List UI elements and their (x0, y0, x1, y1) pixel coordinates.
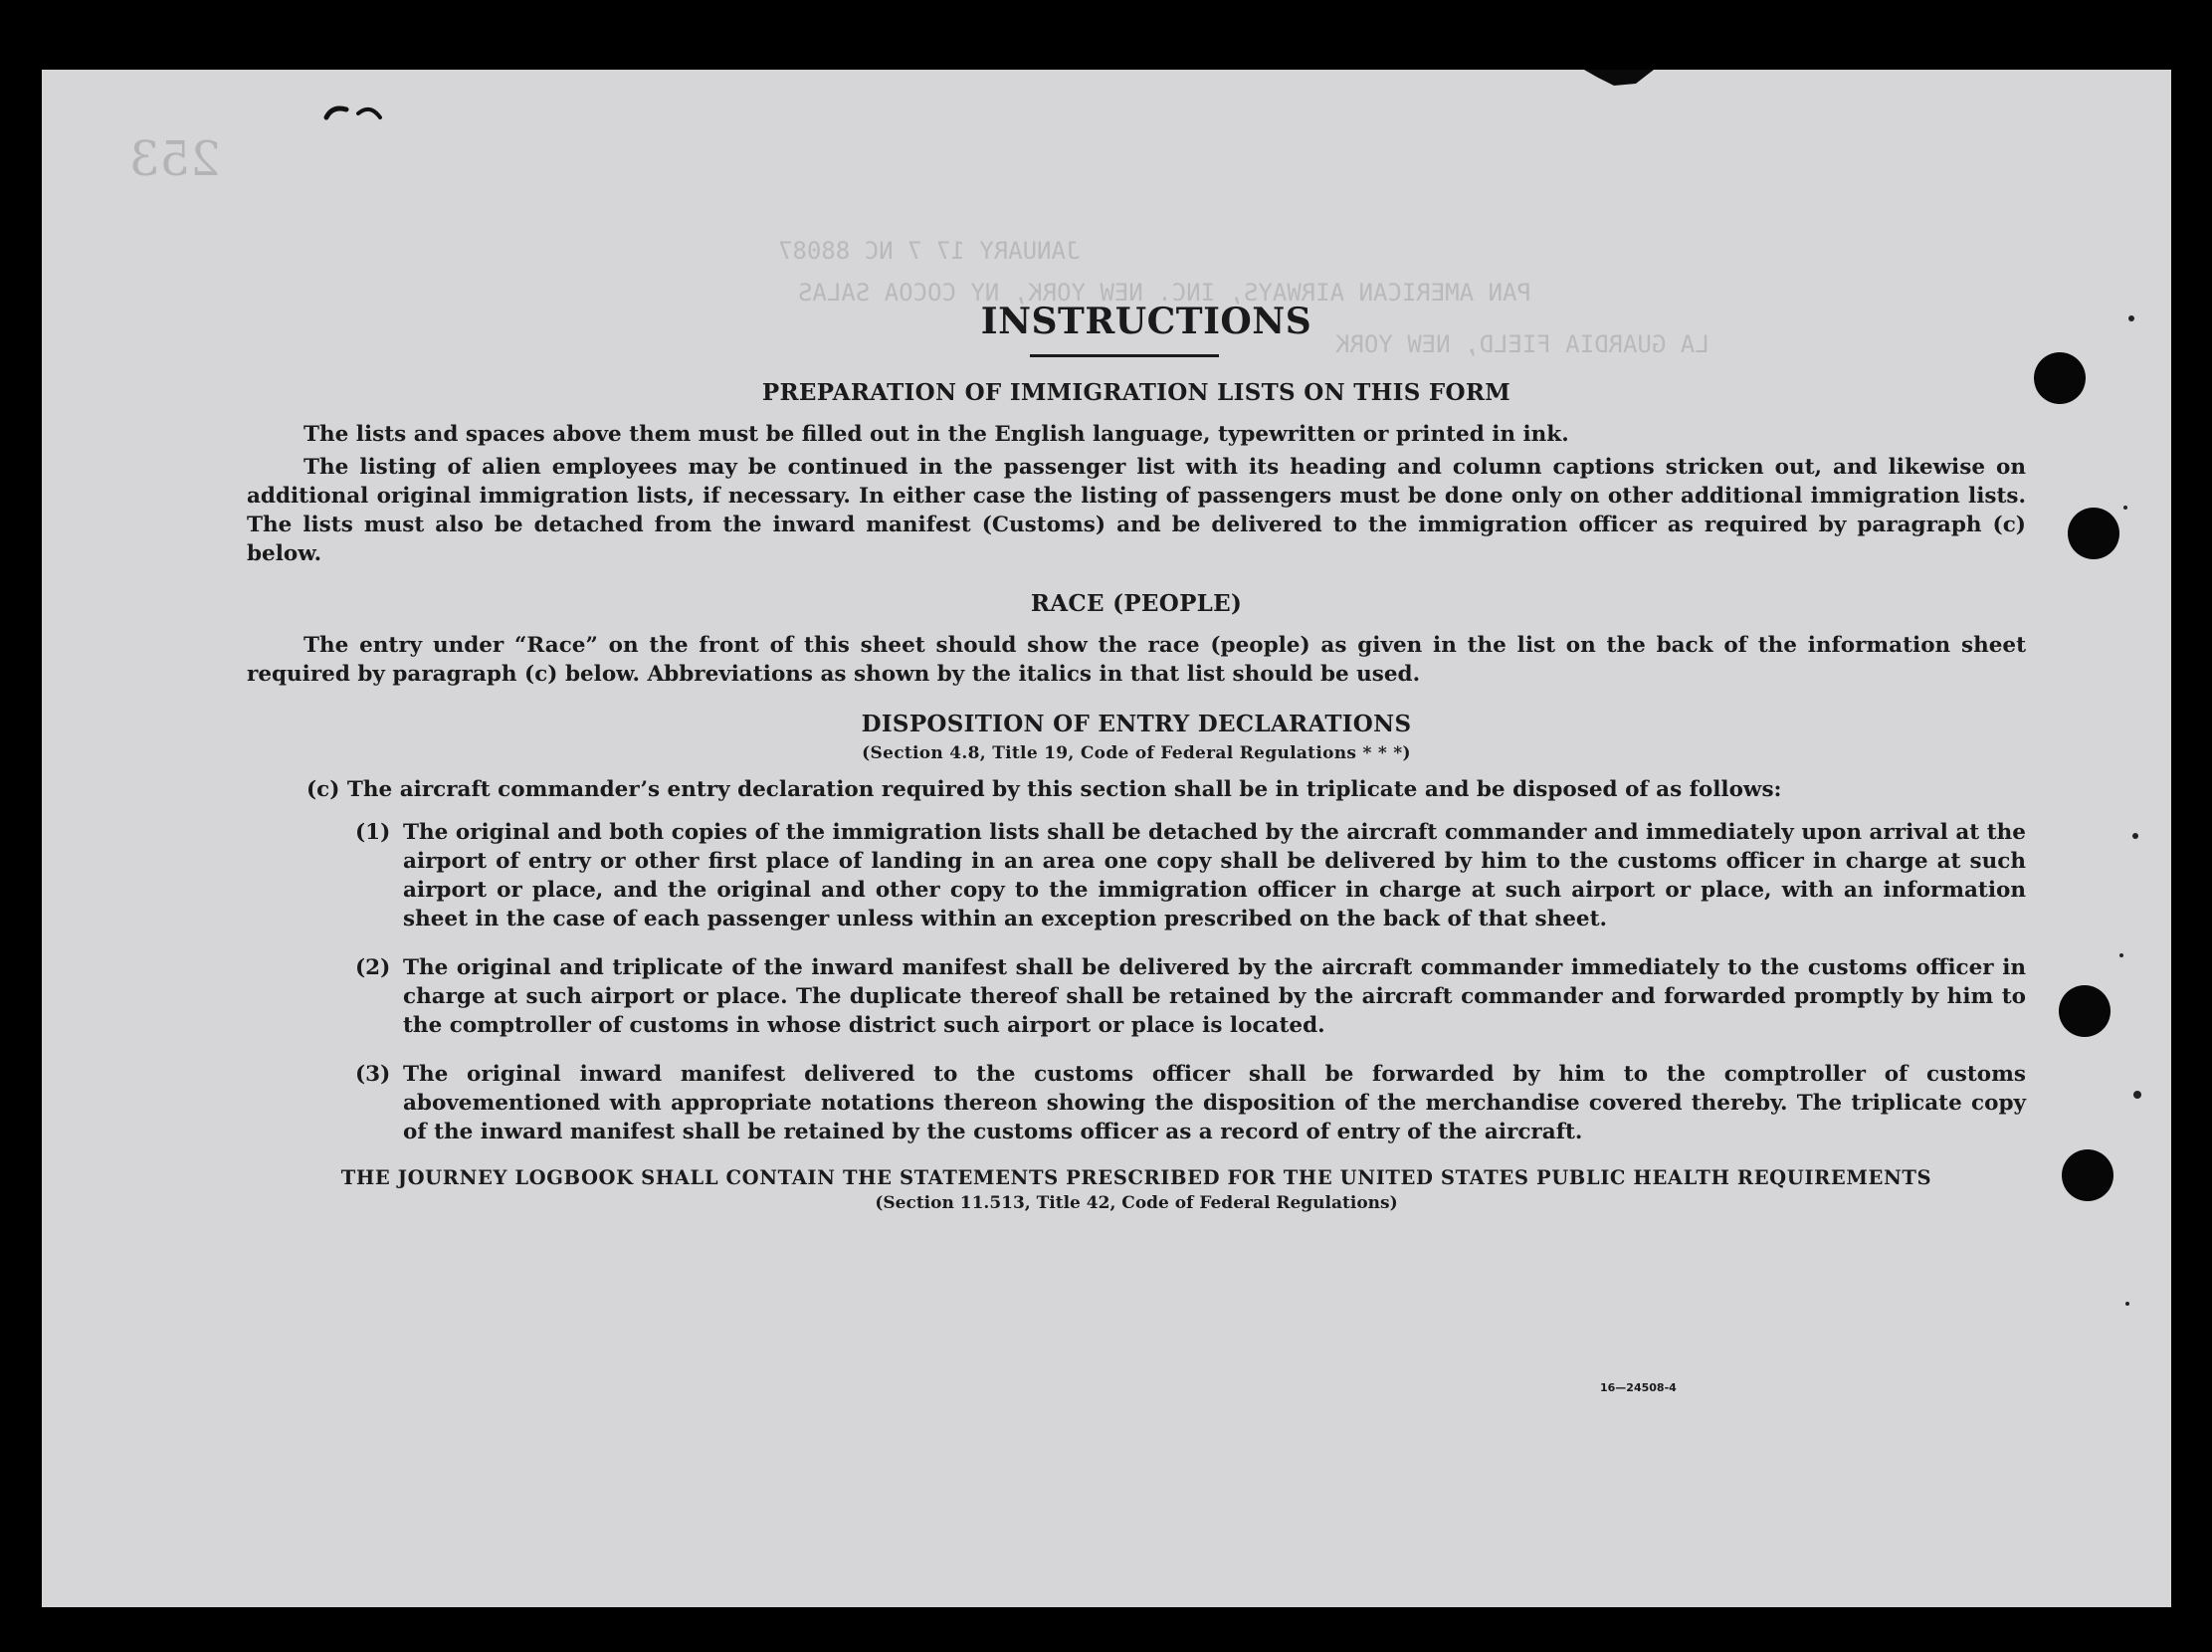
edge-tear-icon (1584, 70, 1654, 94)
scratch-mark-icon (322, 100, 402, 129)
bleed-through-number: 253 (129, 131, 221, 187)
bleed-through-line-3: LA GUARDIA FIELD, NEW YORK (1335, 330, 1709, 358)
race-heading: RACE (PEOPLE) (1030, 590, 1243, 617)
disposition-citation: (Section 4.8, Title 19, Code of Federal Regulations * * *) (862, 743, 1411, 763)
item-number: (1) (355, 820, 391, 845)
document-sheet (42, 70, 2171, 1607)
preparation-paragraph-1: The lists and spaces above them must be filled out in the English language, typewritten or printed in ink. (303, 422, 1569, 447)
item-number: (3) (355, 1062, 391, 1087)
bleed-through-line-1: JANUARY 17 7 NC 88087 (778, 237, 1081, 265)
bleed-through-line-2: PAN AMERICAN AIRWAYS, INC. NEW YORK, NY COCOA SALAS (798, 279, 1531, 307)
preparation-paragraph-2: The listing of alien employees may be continued in the passenger list with its heading and column captions stricken out, and likewise on additional original immigration lists, if necessary. In either case the listing of passengers must be done only on other additional immigration lists. The lists must also be detached from the inward manifest (Customs) and be delivered to the immigration officer as required by paragraph (c) below. (247, 455, 2026, 566)
list-item (247, 818, 2026, 933)
preparation-heading: PREPARATION OF IMMIGRATION LISTS ON THIS FORM (761, 379, 1511, 406)
punch-hole-icon (2062, 1149, 2113, 1201)
list-item (247, 953, 2026, 1040)
race-paragraph: The entry under “Race” on the front of this sheet should show the race (people) as given in the list on the back of the information sheet required by paragraph (c) below. Abbreviations as shown by the italics in that list should be used. (247, 633, 2026, 687)
form-code: 16—24508-4 (1600, 1381, 1677, 1394)
item-text: The original inward manifest delivered to the customs officer shall be forwarded by him to the comptroller of customs abovementioned with appropriate notations thereon showing the disposition of the merchandise covered thereby. The triplicate copy of the inward manifest shall be retained by the customs officer as a record of entry of the aircraft. (403, 1062, 2026, 1144)
item-text: The original and both copies of the immigration lists shall be detached by the aircraft commander and immediately upon arrival at the airport of entry or other first place of landing in an area one copy shall be delivered by him to the customs officer in charge at such airport or place, and the original and other copy to the immigration officer in charge at such airport or place, with an information sheet in the case of each passenger unless within an exception prescribed on the back of that sheet. (403, 820, 2026, 931)
item-text: The original and triplicate of the inward manifest shall be delivered by the aircraft commander immediately to the customs officer in charge at such airport or place. The duplicate thereof shall be retained by the aircraft commander and forwarded promptly by him to the comptroller of customs in whose district such airport or place is located. (403, 955, 2026, 1038)
page-title: INSTRUCTIONS (980, 301, 1312, 342)
item-number: (2) (355, 955, 391, 980)
punch-hole-icon (2059, 985, 2111, 1037)
public-health-citation: (Section 11.513, Title 42, Code of Federal Regulations) (875, 1193, 1398, 1213)
public-health-statement: THE JOURNEY LOGBOOK SHALL CONTAIN THE STATEMENTS PRESCRIBED FOR THE UNITED STATES PUBLIC HEALTH REQUIREMENTS (340, 1166, 1932, 1189)
clause-c: (c) The aircraft commander’s entry declaration required by this section shall be in triplicate and be disposed of as follows: (306, 777, 1782, 802)
instructions-content (247, 301, 2026, 1213)
disposition-heading: DISPOSITION OF ENTRY DECLARATIONS (861, 711, 1412, 737)
edge-specks-icon (2111, 269, 2151, 1363)
list-item (247, 1060, 2026, 1146)
title-underline (1030, 354, 1219, 357)
punch-hole-icon (2034, 352, 2086, 404)
